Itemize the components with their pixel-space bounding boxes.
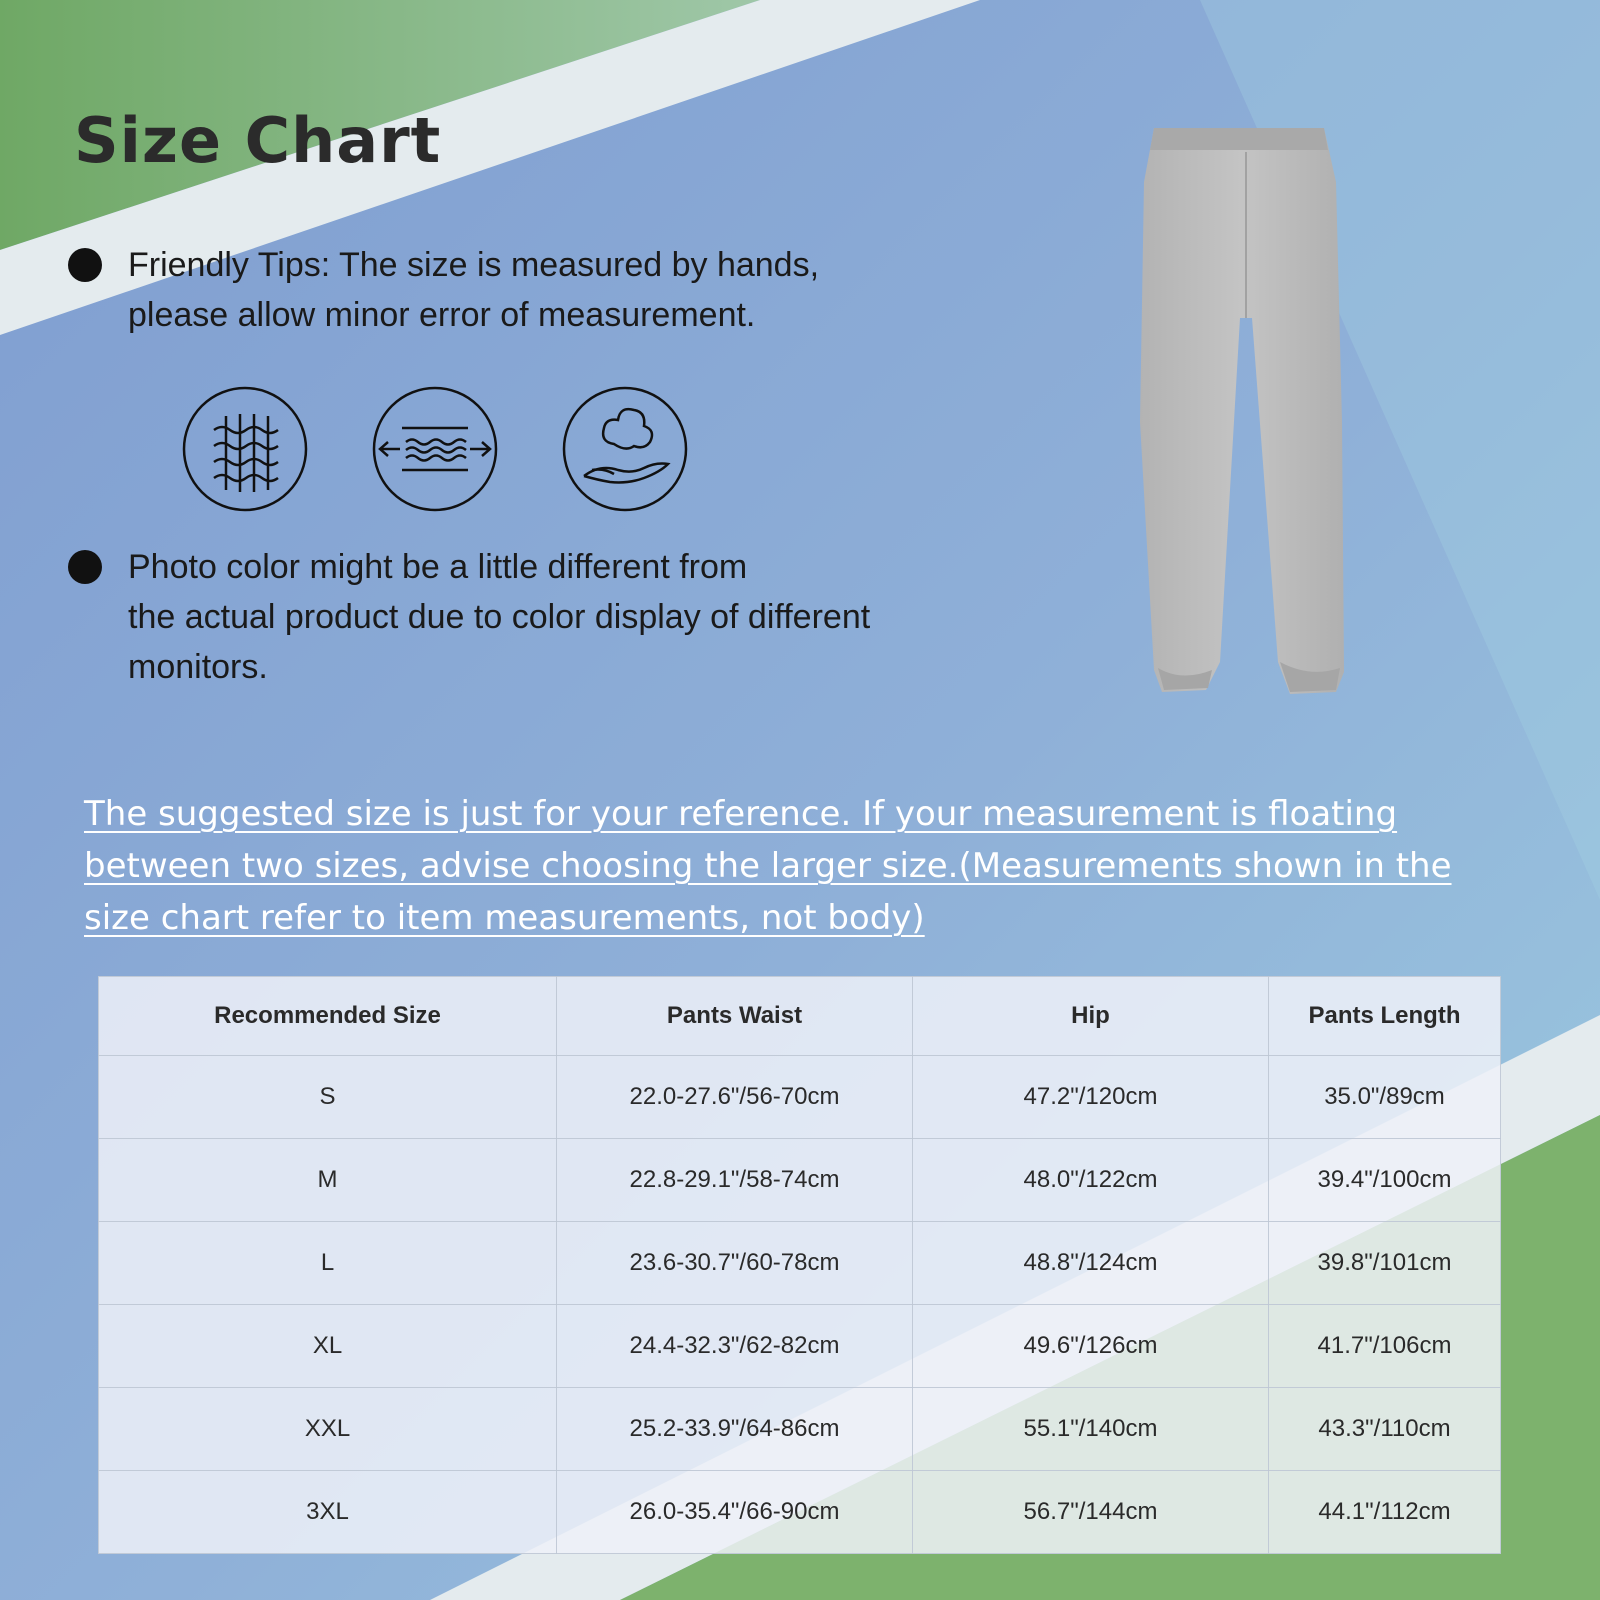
- waist-cell: 23.6-30.7"/60-78cm: [557, 1222, 913, 1305]
- hip-cell: 56.7"/144cm: [913, 1471, 1269, 1554]
- size-advice-note: The suggested size is just for your reference. If your measurement is floating between two sizes, advise choosing the larger size.(Measurements shown in the size chart refer to item measurements, not body): [84, 794, 1452, 938]
- hip-cell: 47.2"/120cm: [913, 1056, 1269, 1139]
- header-pants-length: Pants Length: [1269, 977, 1501, 1056]
- length-cell: 39.4"/100cm: [1269, 1139, 1501, 1222]
- waist-cell: 22.8-29.1"/58-74cm: [557, 1139, 913, 1222]
- waist-cell: 26.0-35.4"/66-90cm: [557, 1471, 913, 1554]
- table-row: [99, 1222, 1501, 1305]
- header-hip: Hip: [913, 977, 1269, 1056]
- table-row: [99, 1139, 1501, 1222]
- size-cell: XL: [99, 1305, 557, 1388]
- table-header-row: [99, 977, 1501, 1056]
- size-cell: 3XL: [99, 1471, 557, 1554]
- table-row: [99, 1056, 1501, 1139]
- size-cell: S: [99, 1056, 557, 1139]
- length-cell: 41.7"/106cm: [1269, 1305, 1501, 1388]
- hip-cell: 48.8"/124cm: [913, 1222, 1269, 1305]
- hip-cell: 55.1"/140cm: [913, 1388, 1269, 1471]
- size-cell: L: [99, 1222, 557, 1305]
- hip-cell: 48.0"/122cm: [913, 1139, 1269, 1222]
- bullet-icon: [68, 248, 102, 282]
- bullet-icon: [68, 550, 102, 584]
- length-cell: 43.3"/110cm: [1269, 1388, 1501, 1471]
- length-cell: 39.8"/101cm: [1269, 1222, 1501, 1305]
- length-cell: 35.0"/89cm: [1269, 1056, 1501, 1139]
- waist-cell: 22.0-27.6"/56-70cm: [557, 1056, 913, 1139]
- feature-icons: [182, 386, 688, 512]
- soft-cotton-icon: [562, 386, 688, 512]
- fabric-weave-icon: [182, 386, 308, 512]
- color-tip: [68, 542, 870, 692]
- size-cell: M: [99, 1139, 557, 1222]
- header-pants-waist: Pants Waist: [557, 977, 913, 1056]
- page-title: Size Chart: [74, 104, 442, 177]
- waist-cell: 24.4-32.3"/62-82cm: [557, 1305, 913, 1388]
- header-recommended-size: Recommended Size: [99, 977, 557, 1056]
- size-cell: XXL: [99, 1388, 557, 1471]
- length-cell: 44.1"/112cm: [1269, 1471, 1501, 1554]
- stretch-fabric-icon: [372, 386, 498, 512]
- friendly-tip: [68, 240, 819, 340]
- table-row: [99, 1471, 1501, 1554]
- table-row: [99, 1305, 1501, 1388]
- hip-cell: 49.6"/126cm: [913, 1305, 1269, 1388]
- pants-photo: [1140, 122, 1380, 712]
- color-tip-text: Photo color might be a little different from the actual product due to color display of different monitors.: [128, 548, 871, 686]
- table-row: [99, 1388, 1501, 1471]
- waist-cell: 25.2-33.9"/64-86cm: [557, 1388, 913, 1471]
- friendly-tip-text: Friendly Tips: The size is measured by hands, please allow minor error of measurement.: [128, 246, 820, 334]
- size-chart-table: [98, 976, 1500, 1554]
